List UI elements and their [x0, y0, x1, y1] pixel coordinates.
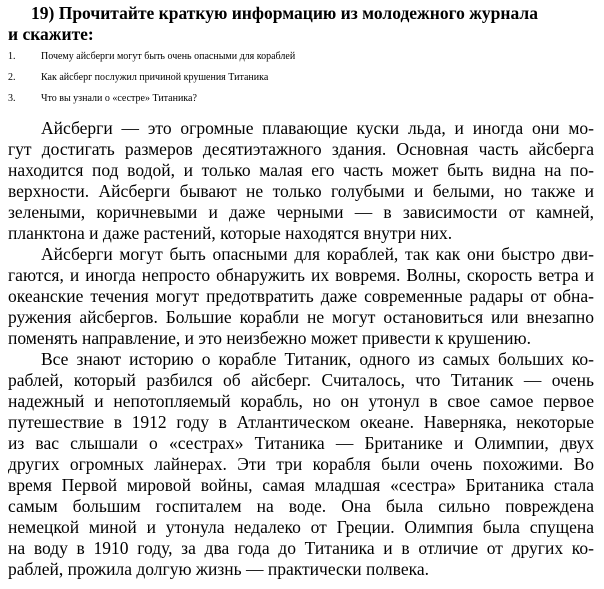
- text-line: раблей, прожила долгую жизнь — практически полвека.: [8, 559, 429, 579]
- text-line: раблей, который разбился об айсберг. Считалось, что Титаник — очень: [8, 370, 594, 390]
- text-line: верхности. Айсберги бывают не только голубыми и белыми, но также и: [8, 181, 594, 201]
- text-line: гут достигать размеров десятиэтажного здания. Основная часть айсберга: [8, 139, 594, 159]
- text-line: немецкой миной и утонула недалеко от Греции. Олимпия была спущена: [8, 517, 594, 537]
- question-number: 2.: [8, 72, 16, 83]
- text-line: из вас слышали о «сестрах» Титаника — Британике и Олимпии, двух: [8, 433, 594, 453]
- question-number: 1.: [8, 51, 16, 62]
- text-line: других огромных лайнерах. Эти три корабля были очень похожими. Во: [8, 454, 594, 474]
- task-heading-line-1: 19) Прочитайте краткую информацию из молодежного журнала: [31, 3, 538, 23]
- question-text: Как айсберг послужил причиной крушения Титаника: [41, 72, 269, 83]
- question-text: Почему айсберги могут быть очень опасными для кораблей: [41, 51, 296, 62]
- question-number: 3.: [8, 93, 16, 104]
- text-line: время Первой мировой войны, самая младшая «сестра» Британика стала: [8, 475, 594, 495]
- text-line: зелеными, коричневыми и даже черными — в зависимости от камней,: [8, 202, 594, 222]
- text-line: Айсберги — это огромные плавающие куски льда, и иногда они мо-: [41, 118, 594, 138]
- text-line: океанские течения могут предотвратить даже современные радары от обна-: [8, 286, 594, 306]
- text-line: самым большим госпиталем на воде. Она была сильно повреждена: [8, 496, 594, 516]
- text-line: надежный и непотопляемый корабль, но он утонул в свое самое первое: [8, 391, 594, 411]
- text-line: ружения айсбергов. Большие корабли не могут остановиться или внезапно: [8, 307, 594, 327]
- text-line: путешествие в 1912 году в Атлантическом океане. Наверняка, некоторые: [8, 412, 594, 432]
- text-line: на воду в 1910 году, за два года до Титаника и в отличие от других ко-: [8, 538, 594, 558]
- question-text: Что вы узнали о «сестре» Титаника?: [41, 93, 197, 104]
- text-line: поменять направление, и это неизбежно может привести к крушению.: [8, 328, 531, 348]
- text-line: Все знают историю о корабле Титаник, одного из самых больших ко-: [41, 349, 594, 369]
- text-line: Айсберги могут быть опасными для кораблей, так как они быстро дви-: [41, 244, 594, 264]
- text-line: находится под водой, и только малая его часть может быть видна на по-: [8, 160, 594, 180]
- task-heading-line-2: и скажите:: [8, 24, 94, 44]
- text-line: гаются, и иногда непросто обнаружить их вовремя. Волны, скорость ветра и: [8, 265, 594, 285]
- text-line: планктона и даже растений, которые находятся внутри них.: [8, 223, 453, 243]
